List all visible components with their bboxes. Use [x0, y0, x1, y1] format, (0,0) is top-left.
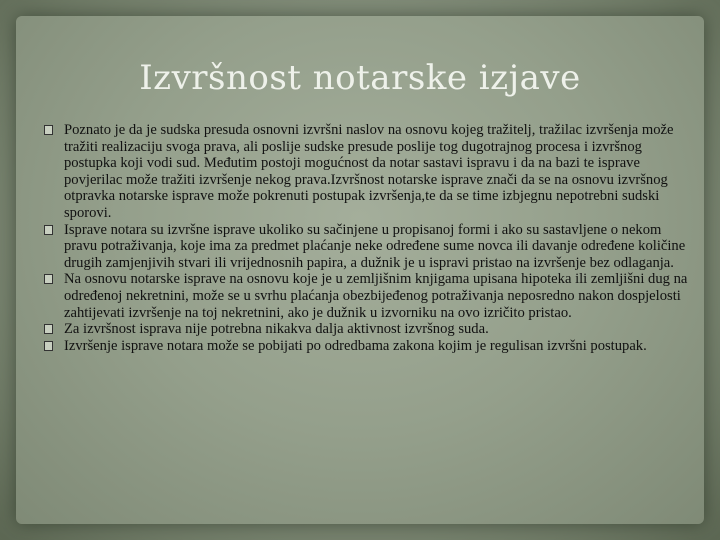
bullet-list — [44, 122, 694, 354]
bullet-text: Za izvršnost isprava nije potrebna nikakva dalja aktivnost izvršnog suda. — [64, 321, 489, 338]
list-item — [44, 271, 694, 321]
list-item — [44, 222, 694, 272]
square-bullet-icon — [44, 125, 53, 135]
bullet-text: Na osnovu notarske isprave na osnovu koje je u zemljišnim knjigama upisana hipoteka ili zemljišni dug na određenoj nekretnini, može se u svrhu plaćanja obezbijeđenog potraživanja neposredno nakon dospjelosti zahtijevati izvršenje na toj nekretnini, ako je dužnik u izvorniku na ovo izričito pristao. — [64, 271, 688, 321]
list-item — [44, 122, 694, 222]
square-bullet-icon — [44, 324, 53, 334]
list-item — [44, 338, 694, 355]
square-bullet-icon — [44, 225, 53, 235]
list-item — [44, 321, 694, 338]
bullet-text: Isprave notara su izvršne isprave ukoliko su sačinjene u propisanoj formi i ako su sastavljene o nekom pravu potraživanja, koje ima za predmet plaćanje neke određene sume novca ili davanje određene količine drugih zamjenjivih stvari ili vrijednosnih papira, a dužnik je u ispravi pristao na izvršenje bez odlaganja. — [64, 221, 686, 271]
bullet-text: Izvršenje isprave notara može se pobijati po odredbama zakona kojim je regulisan izvršni postupak. — [64, 337, 647, 354]
bullet-text: Poznato je da je sudska presuda osnovni izvršni naslov na osnovu kojeg tražitelj, tražilac izvršenja može tražiti realizaciju svoga prava, ali poslije sudske presude poslije tog dugotrajnog procesa i izvršnog postupka koji vodi sud. Međutim postoji mogućnost da notar sastavi ispravu i da na bazi te isprave povjerilac može tražiti izvršenje nekog prava.Izvršnost notarske isprave znači da se na osnovu izvršnog otpravka notarske isprave može pokrenuti postupak izvršenja,te da se time izbjegnu nepotrebni sudski sporovi. — [64, 122, 674, 221]
square-bullet-icon — [44, 274, 53, 284]
slide-title: Izvršnost notarske izjave — [139, 58, 581, 98]
square-bullet-icon — [44, 341, 53, 351]
